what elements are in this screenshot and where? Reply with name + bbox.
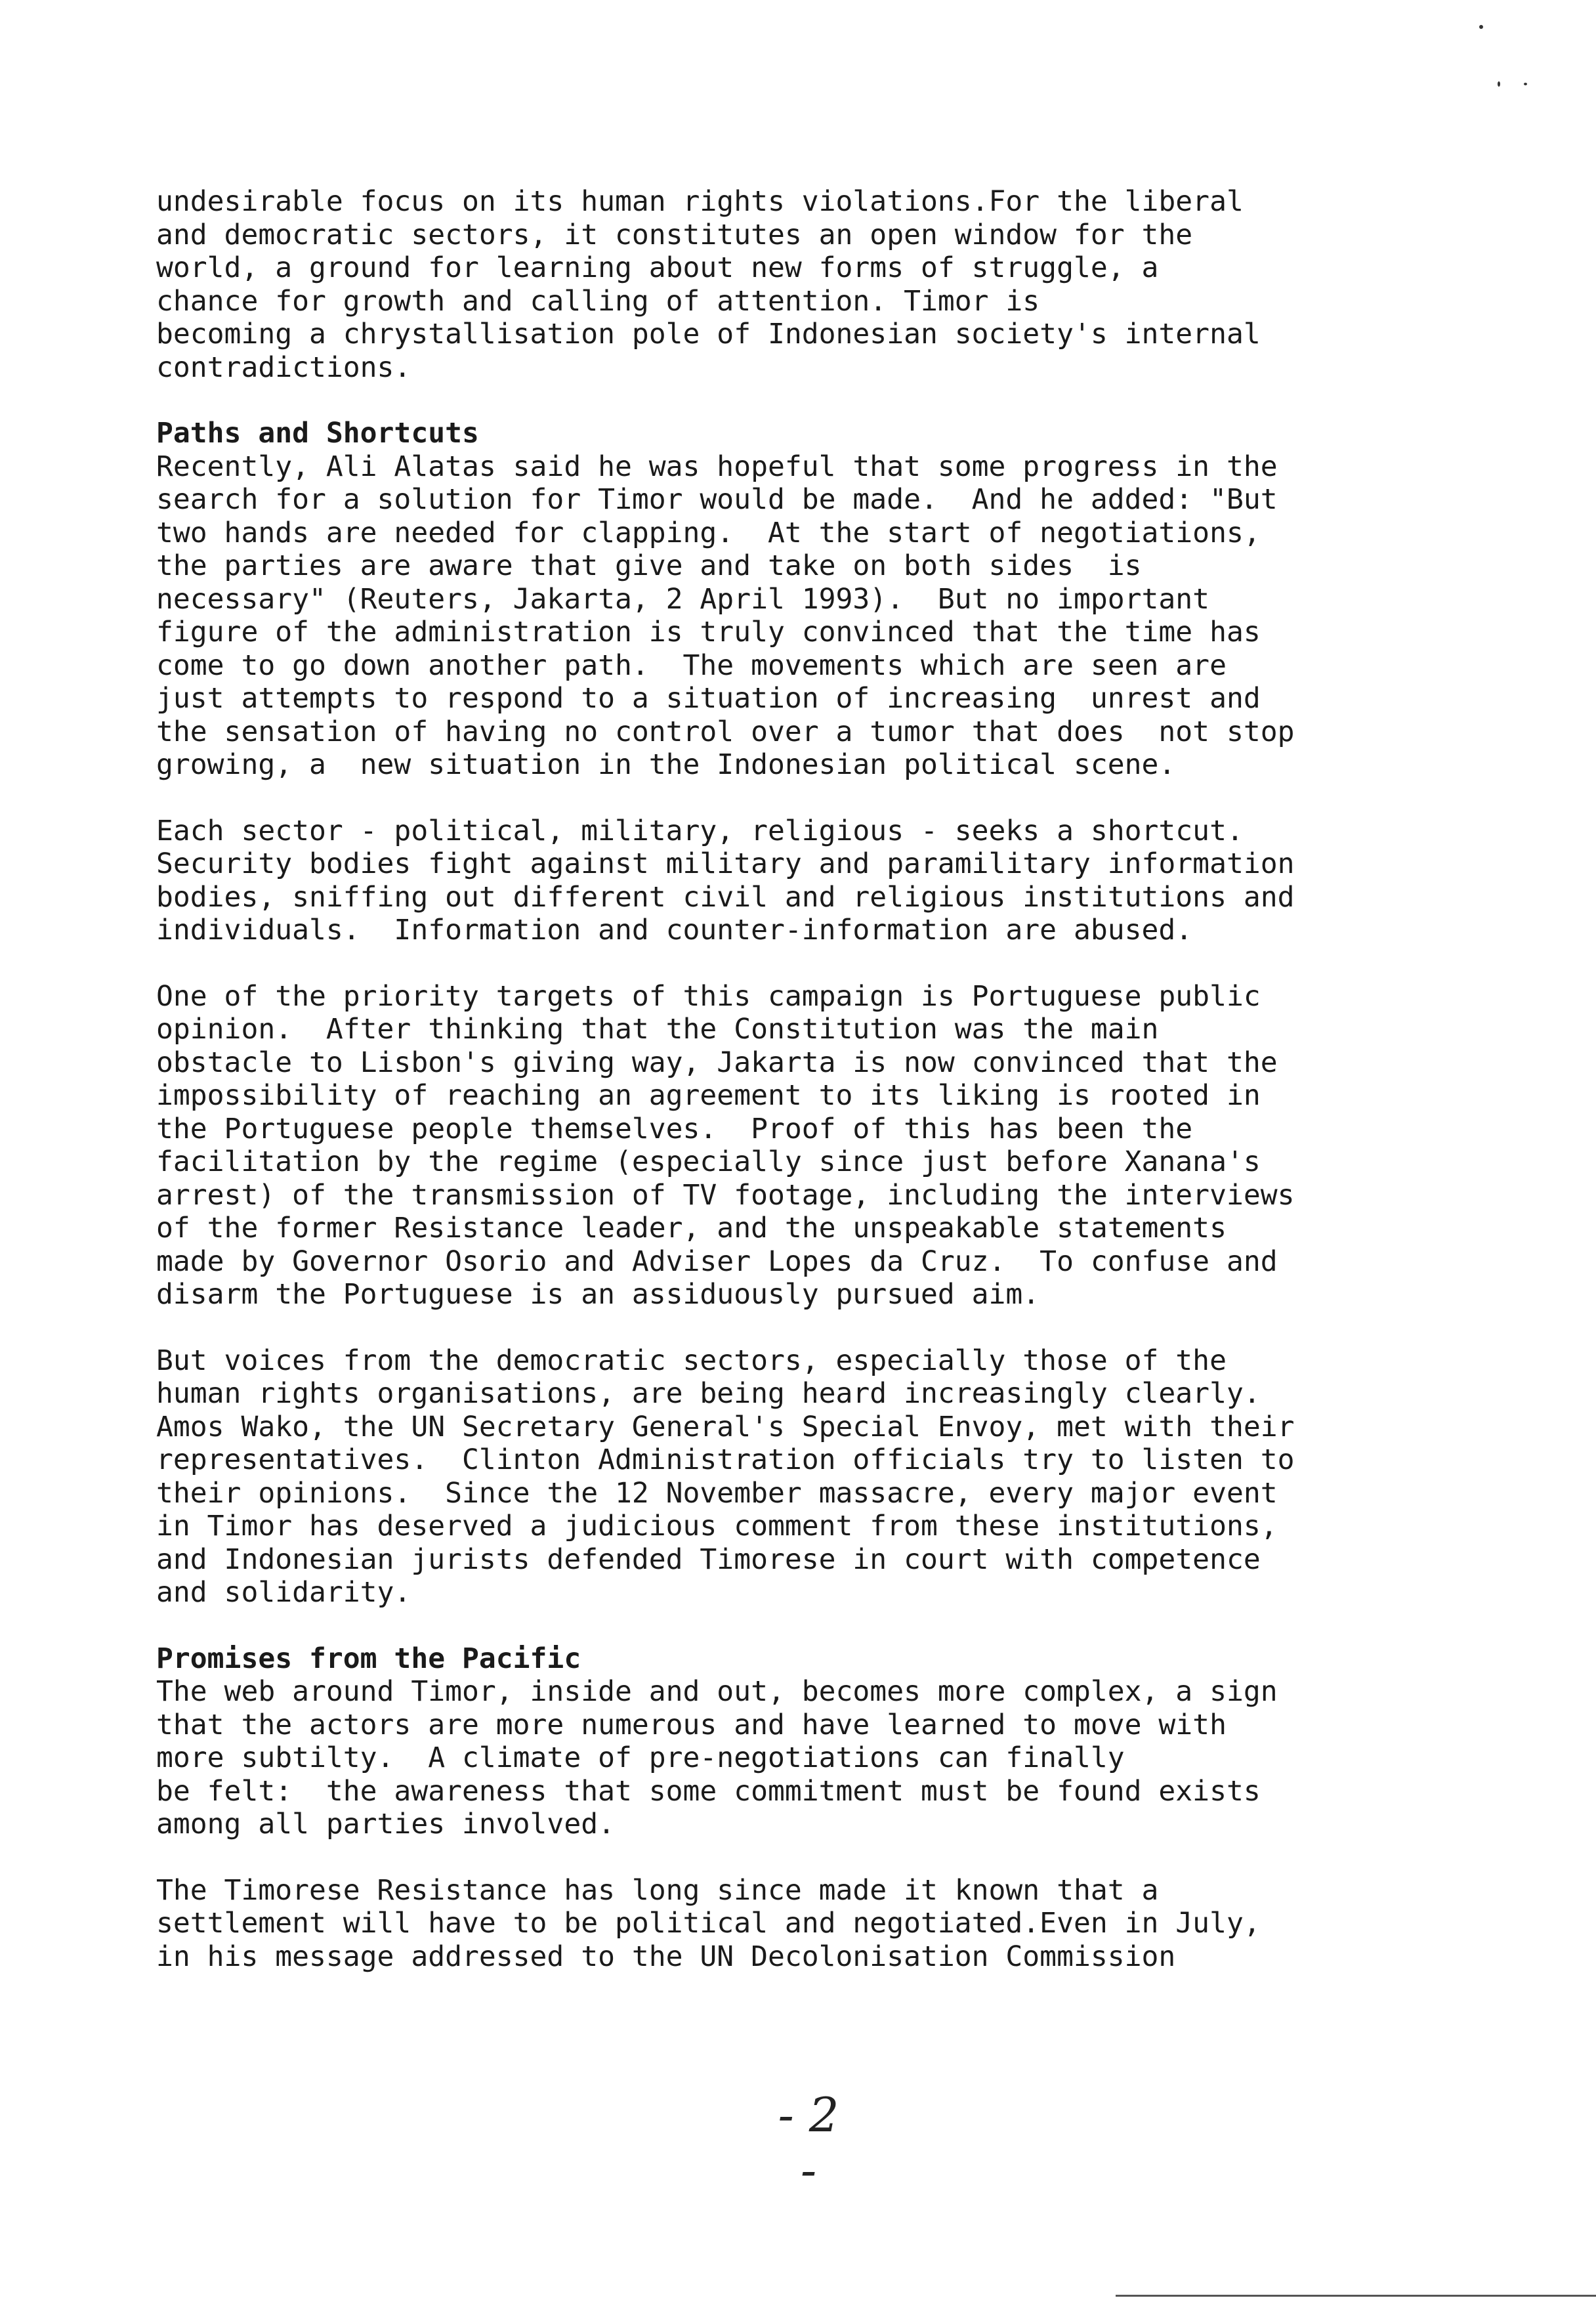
text-line: facilitation by the regime (especially since just before Xanana's [156,1145,1261,1178]
paragraph [156,980,1456,1311]
text-line: human rights organisations, are being heard increasingly clearly. [156,1377,1261,1410]
text-line: chance for growth and calling of attention. Timor is [156,284,1040,318]
text-line: the parties are aware that give and take on both sides is [156,549,1142,582]
section [156,417,1456,782]
text-line: two hands are needed for clapping. At the start of negotiations, [156,516,1261,549]
text-line: growing, a new situation in the Indonesian political scene. [156,748,1176,781]
text-line: in Timor has deserved a judicious comment from these institutions, [156,1510,1278,1543]
paragraph-gap [156,384,1456,417]
paragraph [156,1874,1456,1974]
scan-speck [1479,25,1483,29]
text-line: made by Governor Osorio and Adviser Lopes da Cruz. To confuse and [156,1245,1278,1278]
text-line: bodies, sniffing out different civil and religious institutions and [156,880,1295,914]
section-heading: Promises from the Pacific [156,1642,581,1675]
text-line: One of the priority targets of this campaign is Portuguese public [156,979,1261,1013]
paragraph-gap [156,1841,1456,1874]
text-line: But voices from the democratic sectors, especially those of the [156,1344,1227,1377]
text-line: The web around Timor, inside and out, becomes more complex, a sign [156,1675,1278,1708]
text-line: among all parties involved. [156,1808,615,1841]
scan-edge-line [1116,2295,1596,2297]
text-line: just attempts to respond to a situation of increasing unrest and [156,682,1261,715]
text-line: individuals. Information and counter-information are abused. [156,914,1193,947]
paragraph-gap [156,1311,1456,1344]
text-line: impossibility of reaching an agreement to its liking is rooted in [156,1079,1261,1112]
text-line: arrest) of the transmission of TV footage, including the interviews [156,1178,1295,1212]
text-line: of the former Resistance leader, and the unspeakable statements [156,1212,1227,1245]
scan-speck [1498,81,1500,87]
text-line: The Timorese Resistance has long since made it known that a [156,1873,1159,1907]
text-line: and democratic sectors, it constitutes an open window for the [156,218,1193,251]
text-line: be felt: the awareness that some commitment must be found exists [156,1774,1261,1808]
text-line: undesirable focus on its human rights violations.For the liberal [156,185,1244,218]
text-line: becoming a chrystallisation pole of Indonesian society's internal [156,318,1261,351]
text-line: the Portuguese people themselves. Proof of this has been the [156,1112,1193,1145]
text-line: that the actors are more numerous and have learned to move with [156,1708,1227,1741]
text-line: and Indonesian jurists defended Timorese in court with competence [156,1543,1261,1576]
text-line: in his message addressed to the UN Decolonisation Commission [156,1940,1176,1973]
text-line: contradictions. [156,351,411,384]
text-line: figure of the administration is truly convinced that the time has [156,616,1261,649]
page-number: - 2 - [778,2087,839,2198]
text-line: representatives. Clinton Administration officials try to listen to [156,1443,1295,1476]
text-line: and solidarity. [156,1576,411,1609]
paragraph [156,1344,1456,1609]
scan-speck [1524,83,1527,85]
text-line: search for a solution for Timor would be made. And he added: "But [156,483,1278,516]
paragraph-gap [156,947,1456,980]
document-body [156,185,1456,1973]
text-line: settlement will have to be political and negotiated.Even in July, [156,1907,1261,1940]
text-line: Amos Wako, the UN Secretary General's Special Envoy, met with their [156,1410,1295,1443]
text-line: disarm the Portuguese is an assiduously pursued aim. [156,1278,1040,1311]
text-line: Recently, Ali Alatas said he was hopeful that some progress in the [156,450,1278,483]
section-heading: Paths and Shortcuts [156,417,479,450]
text-line: Each sector - political, military, religious - seeks a shortcut. [156,814,1244,847]
text-line: necessary" (Reuters, Jakarta, 2 April 1993). But no important [156,582,1210,616]
paragraph-gap [156,782,1456,815]
text-line: their opinions. Since the 12 November massacre, every major event [156,1476,1278,1510]
text-line: obstacle to Lisbon's giving way, Jakarta is now convinced that the [156,1046,1278,1079]
text-line: come to go down another path. The movements which are seen are [156,649,1227,682]
paragraph-gap [156,1609,1456,1642]
text-line: the sensation of having no control over a tumor that does not stop [156,715,1295,748]
text-line: more subtilty. A climate of pre-negotiations can finally [156,1741,1125,1774]
paragraph [156,815,1456,947]
paragraph [156,185,1456,384]
text-line: opinion. After thinking that the Constitution was the main [156,1013,1159,1046]
text-line: Security bodies fight against military and paramilitary information [156,847,1295,880]
text-line: world, a ground for learning about new forms of struggle, a [156,251,1159,284]
section [156,1642,1456,1841]
